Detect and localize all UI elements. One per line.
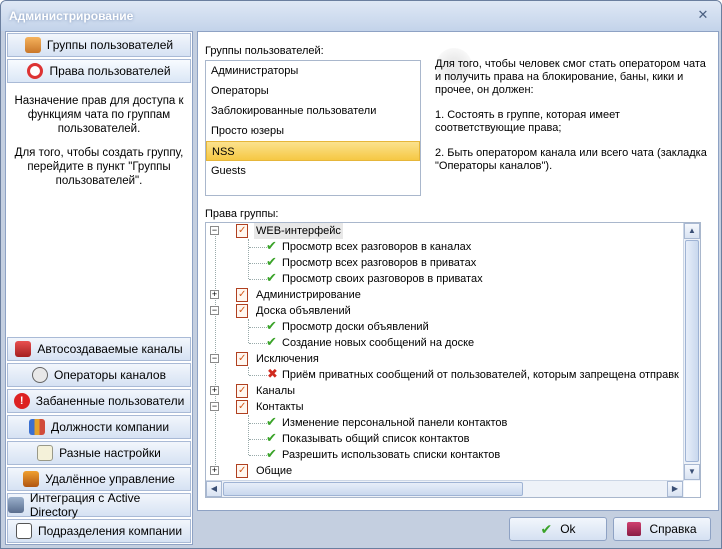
tree-node-label: Доска объявлений (256, 305, 351, 317)
group-item[interactable]: Guests (211, 165, 246, 177)
group-item[interactable]: Просто юзеры (211, 125, 285, 137)
check-icon: ✔ (266, 270, 277, 285)
users-icon (25, 37, 41, 53)
ok-button-label: Ok (560, 522, 576, 536)
forbidden-icon (27, 63, 43, 79)
tree-connector (249, 247, 267, 248)
rights-tree (205, 222, 701, 498)
check-icon: ✔ (266, 254, 277, 269)
check-icon: ✔ (266, 446, 277, 461)
nav-label: Операторы каналов (54, 368, 166, 382)
collapse-icon[interactable]: − (211, 353, 218, 363)
group-list[interactable] (205, 60, 421, 196)
scroll-left-icon[interactable]: ◀ (206, 481, 222, 497)
cross-icon: ✖ (267, 366, 278, 381)
tree-connector (248, 239, 249, 279)
main-panel (197, 31, 719, 511)
nav-active-directory[interactable] (7, 493, 191, 517)
directory-icon (8, 497, 24, 513)
check-icon: ✔ (266, 318, 277, 333)
check-icon: ✔ (266, 414, 277, 429)
operator-info (435, 58, 713, 188)
tree-connector (249, 327, 267, 328)
group-item[interactable]: Операторы (211, 85, 269, 97)
nav-user-rights[interactable] (7, 59, 191, 83)
tree-node-label: Общие (256, 465, 293, 477)
nav-label: Автосоздаваемые каналы (37, 342, 183, 356)
scroll-thumb-horizontal[interactable] (223, 482, 523, 496)
nav-user-groups[interactable] (7, 33, 191, 57)
scroll-up-icon[interactable]: ▲ (684, 223, 700, 239)
nav-auto-channels[interactable] (7, 337, 191, 361)
nav-label: Удалённое управление (45, 472, 175, 486)
ok-button[interactable] (509, 517, 607, 541)
collapse-icon[interactable]: − (211, 305, 218, 315)
expand-icon[interactable]: + (211, 385, 218, 395)
sidebar-info-text-2: Для того, чтобы создать группу, перейдите в пункт "Группы пользователей". (14, 147, 184, 187)
checkbox-icon[interactable] (236, 224, 248, 238)
tree-leaf-label: Просмотр доски объявлений (282, 321, 429, 333)
nav-channel-operators[interactable] (7, 363, 191, 387)
check-icon: ✔ (266, 430, 277, 445)
tree-connector (249, 263, 267, 264)
monitor-icon (23, 471, 39, 487)
scroll-right-icon[interactable]: ▶ (667, 481, 683, 497)
tree-connector (249, 375, 267, 376)
group-item-selected[interactable]: NSS (206, 141, 420, 161)
nav-label: Должности компании (50, 420, 170, 434)
nav-label: Права пользователей (49, 64, 171, 78)
tree-connector (248, 319, 249, 343)
expand-icon[interactable]: + (211, 465, 218, 475)
tree-leaf-label: Показывать общий список контактов (282, 433, 470, 445)
tree-connector (249, 423, 267, 424)
check-icon: ✔ (266, 238, 277, 253)
tree-leaf-label: Приём приватных сообщений от пользователей, которым запрещена отправк (282, 369, 679, 381)
tree-leaf-label: Просмотр всех разговоров в приватах (282, 257, 477, 269)
sidebar-info-text-1: Назначение прав для доступа к функциям чата по группам пользователей. (14, 95, 184, 135)
expand-icon[interactable]: + (211, 289, 218, 299)
tree-connector (248, 367, 249, 375)
collapse-icon[interactable]: − (211, 401, 218, 411)
nav-label: Группы пользователей (46, 38, 174, 52)
nav-label: Разные настройки (59, 446, 161, 460)
sidebar-info (7, 86, 191, 336)
tree-connector (249, 455, 267, 456)
nav-misc-settings[interactable] (7, 441, 191, 465)
group-item[interactable]: Администраторы (211, 65, 299, 77)
skull-icon (32, 367, 48, 383)
check-icon: ✔ (540, 520, 553, 537)
nav-label: Подразделения компании (37, 524, 183, 538)
check-icon: ✔ (266, 334, 277, 349)
tree-leaf-label: Просмотр своих разговоров в приватах (282, 273, 483, 285)
group-item[interactable]: Заблокированные пользователи (211, 105, 377, 117)
tree-leaf-label: Разрешить использовать списки контактов (282, 449, 501, 461)
horizontal-scrollbar[interactable] (206, 480, 684, 497)
tree-leaf-label: Создание новых сообщений на доске (282, 337, 475, 349)
checkbox-icon[interactable] (236, 304, 248, 318)
nav-departments[interactable] (7, 519, 191, 543)
help-button-label: Справка (649, 522, 697, 536)
groups-label: Группы пользователей: (205, 45, 324, 57)
nav-positions[interactable] (7, 415, 191, 439)
tree-connector (249, 279, 267, 280)
checkbox-icon[interactable] (236, 464, 248, 478)
scroll-thumb[interactable] (685, 240, 699, 462)
vertical-scrollbar[interactable] (683, 223, 700, 481)
collapse-icon[interactable]: − (211, 225, 218, 235)
tree-connector (215, 231, 216, 473)
operator-info-text-3: 2. Быть оператором канала или всего чата (закладка "Операторы каналов"). (435, 147, 707, 172)
tree-connector (248, 415, 249, 455)
scroll-down-icon[interactable]: ▼ (684, 464, 700, 480)
nav-remote-control[interactable] (7, 467, 191, 491)
checkbox-icon[interactable] (236, 400, 248, 414)
tree-leaf-label: Изменение персональной панели контактов (282, 417, 508, 429)
tree-leaf-label: Просмотр всех разговоров в каналах (282, 241, 472, 253)
chart-icon (29, 419, 45, 435)
tree-node-label: WEB-интерфейс (256, 225, 341, 237)
tree-connector (249, 343, 267, 344)
checkbox-icon[interactable] (236, 384, 248, 398)
settings-icon (37, 445, 53, 461)
nav-label: Забаненные пользователи (35, 394, 185, 408)
gift-icon (15, 341, 31, 357)
operator-info-text-1: Для того, чтобы человек смог стать оператором чата и получить права на блокирование, баны, кики и прочее, он должен: (435, 58, 706, 96)
tree-node-label: Контакты (256, 401, 304, 413)
nav-banned-users[interactable] (7, 389, 191, 413)
org-icon (16, 523, 32, 539)
help-button[interactable] (613, 517, 711, 541)
ban-icon: ! (14, 393, 30, 409)
tree-node-label: Каналы (256, 385, 296, 397)
rights-label: Права группы: (205, 208, 279, 220)
sidebar (5, 31, 193, 545)
tree-node-label: Исключения (256, 353, 319, 365)
close-icon[interactable]: ✕ (697, 7, 709, 22)
checkbox-icon[interactable] (236, 352, 248, 366)
checkbox-icon[interactable] (236, 288, 248, 302)
title-bar (1, 1, 721, 31)
nav-label: Интеграция с Active Directory (29, 491, 141, 519)
book-icon (627, 522, 641, 536)
operator-info-text-2: 1. Состоять в группе, которая имеет соответствующие права; (435, 109, 620, 134)
tree-node-label: Администрирование (256, 289, 361, 301)
window-title: Администрирование (9, 9, 134, 23)
tree-connector (249, 439, 267, 440)
